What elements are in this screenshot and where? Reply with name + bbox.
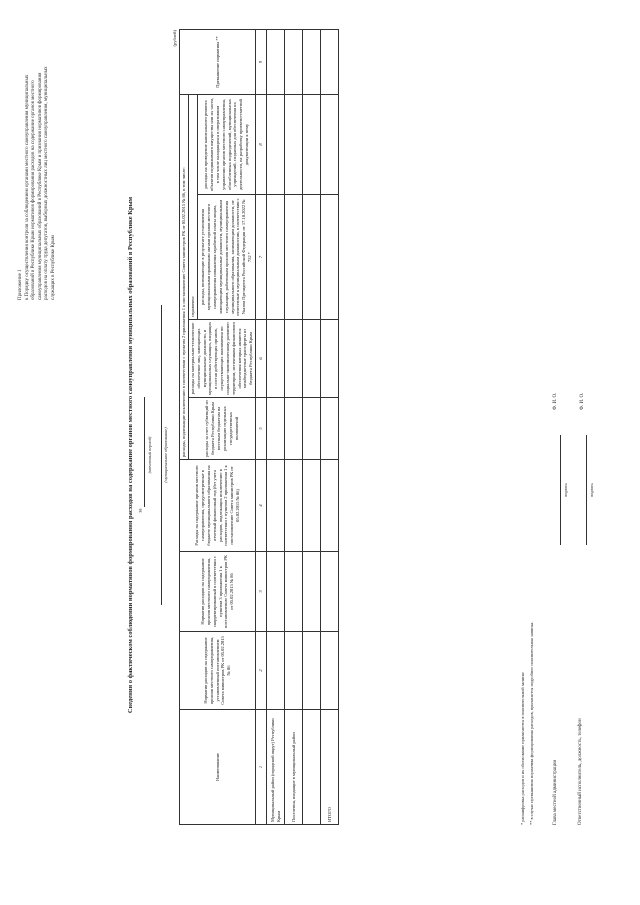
table-cell[interactable] — [321, 94, 339, 194]
table-cell[interactable] — [267, 320, 285, 398]
signature-1-caption: подпись — [563, 483, 568, 497]
col-2-header: Норматив расходов на содержание органов местного самоуправления, установленный постановлением Совета министров РК от 05.02.2015 № 86 — [180, 632, 256, 710]
col-8-header: расходы на проведение капитального ремонта объектов недвижимого имущества или их части, в том числе находящихся в оперативном управлении органов местного самоуправления, обособленных подразделений, муниципальных учреждений, созданных для обеспечения их деятельности, на разработку проектно-сметной документации к нему — [198, 94, 256, 194]
col-number: 2 — [256, 632, 267, 710]
signature-1-role: Глава местной администрации — [553, 759, 558, 825]
column-number-row — [256, 29, 267, 824]
table-cell[interactable] — [267, 398, 285, 460]
table-cell[interactable] — [303, 195, 321, 320]
table-cell[interactable] — [285, 552, 303, 632]
col-7-header: расходы, возникающие в результате установления муниципальными правовыми актами органов местного самоуправления повышения заработной платы лицам, замещающим муниципальные должности, муниципальным служащим, работникам органов местного самоуправления муниципального образования, занимающим должности, не отнесенные к муниципальным должностям, в соответствии с Указом Президента Российской Федерации от 17.10.2022 № 752 * — [198, 195, 256, 320]
unit-label: (рублей) — [172, 30, 177, 47]
signature-2-caption: подпись — [589, 483, 594, 497]
col-9-header: Превышение норматива ** — [180, 29, 256, 94]
table-row — [285, 29, 303, 824]
col-number: 6 — [256, 320, 267, 398]
region-caption: (муниципальное образование) — [163, 427, 168, 483]
row-label: Поселения, входящие в муниципальный район — [285, 710, 303, 825]
signature-2-name: Ф. И. О. — [580, 392, 585, 410]
signature-1-line[interactable] — [560, 435, 561, 545]
footnote-1: * расшифровка расходов и их обоснование прилагаются в пояснительной записке — [520, 672, 525, 825]
period-prefix: за — [138, 508, 144, 513]
table-cell[interactable] — [321, 632, 339, 710]
col-6-header: расходы на материально-техническое обеспечение лиц, замещающих муниципальные должности, и муниципальных служащих, входящих в состав действующих органов, осуществляющих полномочия по социально-экономическому развитию территории, источником финансового обеспечения которых являются межбюджетные трансферты из бюджета Республики Крым — [188, 320, 255, 398]
table-cell[interactable] — [321, 552, 339, 632]
table-cell[interactable] — [303, 632, 321, 710]
row-label — [303, 710, 321, 825]
row-label-total: ИТОГО — [321, 710, 339, 825]
appendix-number: Приложение 1 — [18, 269, 23, 300]
col-4-header: Расходы на содержание органов местного самоуправления, предусмотренные в бюджете муниципального образования на отчетный финансовый год (без учета расходов, подлежащих исключению в соответствии с пунктом 2 приложения 1 к постановлению Совета министров РК от 05.02.2015 № 86) — [180, 460, 256, 552]
table-row — [267, 29, 285, 824]
col-number: 1 — [256, 710, 267, 825]
header-row-1 — [180, 29, 189, 824]
table-cell[interactable] — [285, 398, 303, 460]
table-cell[interactable] — [321, 29, 339, 94]
period-caption: (отчетный период) — [147, 436, 152, 474]
table-cell[interactable] — [321, 195, 339, 320]
appendix-text: к Порядку осуществления контроля за соблюдением органами местного самоуправления муниципальных образований в Республике Крым нормативов формирования расходов на содержание органов местного самоуправления муниципальных образований в Республике Крым и признания нормативов формирования расходов на оплату труда депутатов, выборных должностных лиц местного самоуправления, муниципальных служащих в Республике Крым — [24, 66, 56, 300]
table-cell[interactable] — [303, 552, 321, 632]
table-cell[interactable] — [267, 552, 285, 632]
table-cell[interactable] — [321, 460, 339, 552]
table-cell[interactable] — [267, 94, 285, 194]
table-cell[interactable] — [285, 195, 303, 320]
table-cell[interactable] — [285, 632, 303, 710]
footnote-2: ** в случае превышения норматива формирования расходов, прилагается подробное пояснительная записка. — [529, 621, 534, 825]
appendix-header — [18, 55, 57, 300]
table-cell[interactable] — [267, 460, 285, 552]
table-cell[interactable] — [303, 29, 321, 94]
table-cell[interactable] — [267, 632, 285, 710]
col-5-header: расходы за счет субвенций из бюджета Республики Крым местным бюджетам на реализацию отдельных государственных полномочий — [188, 398, 255, 460]
group-header: расходы, подлежащие исключению в соответствии с пунктом 2 приложения 1 к постановлению Совета министров РК от 05.02.2015 № 86, в том числе: — [180, 94, 189, 459]
row-label: Муниципальный район (городской округ) Республики Крым — [267, 710, 285, 825]
table-cell[interactable] — [303, 460, 321, 552]
col-number: 4 — [256, 460, 267, 552]
table-cell[interactable] — [303, 320, 321, 398]
region-blank-line — [160, 305, 162, 605]
col-number: 7 — [256, 195, 267, 320]
signature-2-role: Ответственный исполнитель, должность, телефон — [578, 718, 583, 825]
table-cell[interactable] — [285, 320, 303, 398]
table-cell[interactable] — [267, 195, 285, 320]
table-row-total — [321, 29, 339, 824]
period-blank-line — [138, 397, 145, 507]
col-number: 5 — [256, 398, 267, 460]
col-name-header: Наименование — [180, 710, 256, 825]
reporting-period — [138, 305, 145, 605]
col-number: 3 — [256, 552, 267, 632]
table-cell[interactable] — [267, 29, 285, 94]
table-cell[interactable] — [321, 320, 339, 398]
subgroup-header: справочно: — [188, 94, 197, 319]
table-cell[interactable] — [303, 94, 321, 194]
signature-1-name: Ф. И. О. — [553, 392, 558, 410]
expense-table — [179, 29, 339, 825]
signature-2-line[interactable] — [586, 435, 587, 545]
table-row — [303, 29, 321, 824]
table-cell[interactable] — [285, 29, 303, 94]
table-cell[interactable] — [285, 460, 303, 552]
col-number: 8 — [256, 94, 267, 194]
col-3-header: Норматив расходов на содержание органов местного самоуправления, скорректированный в соответствии с пунктом 3 приложения 1 к постановлению Совета министров РК от 05.02.2015 № 86 — [180, 552, 256, 632]
col-number: 9 — [256, 29, 267, 94]
table-cell[interactable] — [321, 398, 339, 460]
table-cell[interactable] — [285, 94, 303, 194]
table-cell[interactable] — [303, 398, 321, 460]
document-title: Сведения о фактическом соблюдении нормативов формирования расходов на содержание органов местного самоуправления муниципальных образований в Республике Крым — [127, 196, 134, 714]
